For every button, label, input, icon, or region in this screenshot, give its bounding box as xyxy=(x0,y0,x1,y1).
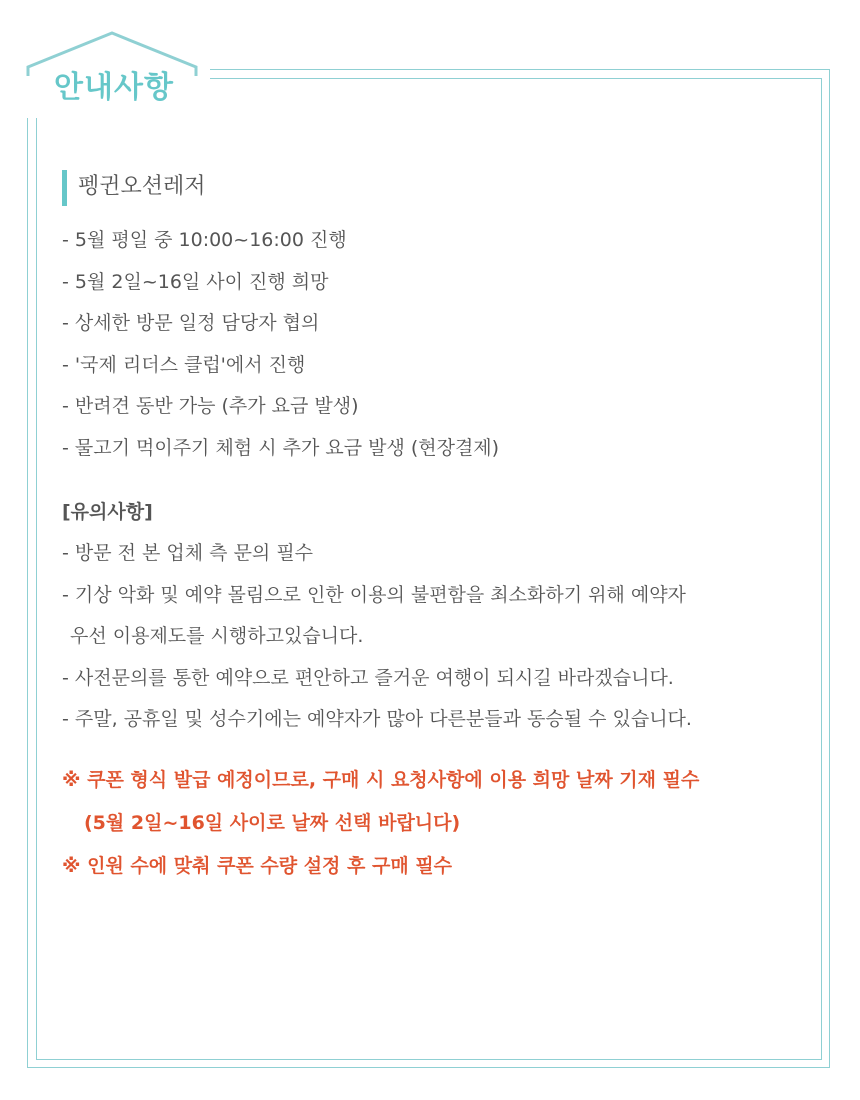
notice-item: - 방문 전 본 업체 측 문의 필수 xyxy=(62,542,314,564)
warning-block xyxy=(62,759,802,888)
page-title: 안내사항 xyxy=(54,70,174,105)
warning-item: ※ 쿠폰 형식 발급 예정이므로, 구매 시 요청사항에 이용 희망 날짜 기재 필수 xyxy=(62,768,700,791)
notice-item: - 기상 악화 및 예약 몰림으로 인한 이용의 불편함을 최소화하기 위해 예약자 xyxy=(62,583,686,606)
info-content xyxy=(62,168,802,888)
info-item: - 상세한 방문 일정 담당자 협의 xyxy=(62,312,320,334)
notice-item-continuation: 우선 이용제도를 시행하고있습니다. xyxy=(70,625,364,647)
section-title-text: 펭귄오션레저 xyxy=(78,174,206,199)
notice-item: - 주말, 공휴일 및 성수기에는 예약자가 많아 다른분들과 동승될 수 있습니다. xyxy=(62,708,692,730)
section-title-bar xyxy=(62,170,67,206)
notice-item: - 사전문의를 통한 예약으로 편안하고 즐거운 여행이 되시길 바라겠습니다. xyxy=(62,666,674,689)
warning-item: ※ 인원 수에 맞춰 쿠폰 수량 설정 후 구매 필수 xyxy=(62,854,453,877)
section-title xyxy=(62,168,802,206)
info-item: - 물고기 먹이주기 체험 시 추가 요금 발생 (현장결제) xyxy=(62,436,500,459)
info-item: - 5월 2일~16일 사이 진행 희망 xyxy=(62,270,329,293)
info-item: - 5월 평일 중 10:00~16:00 진행 xyxy=(62,229,347,251)
warning-item-continuation: (5월 2일~16일 사이로 날짜 선택 바랍니다) xyxy=(84,811,461,834)
notice-title: [유의사항] xyxy=(62,501,153,523)
info-item: - 반려견 동반 가능 (추가 요금 발생) xyxy=(62,395,359,417)
info-item: - '국제 리더스 클럽'에서 진행 xyxy=(62,353,306,376)
